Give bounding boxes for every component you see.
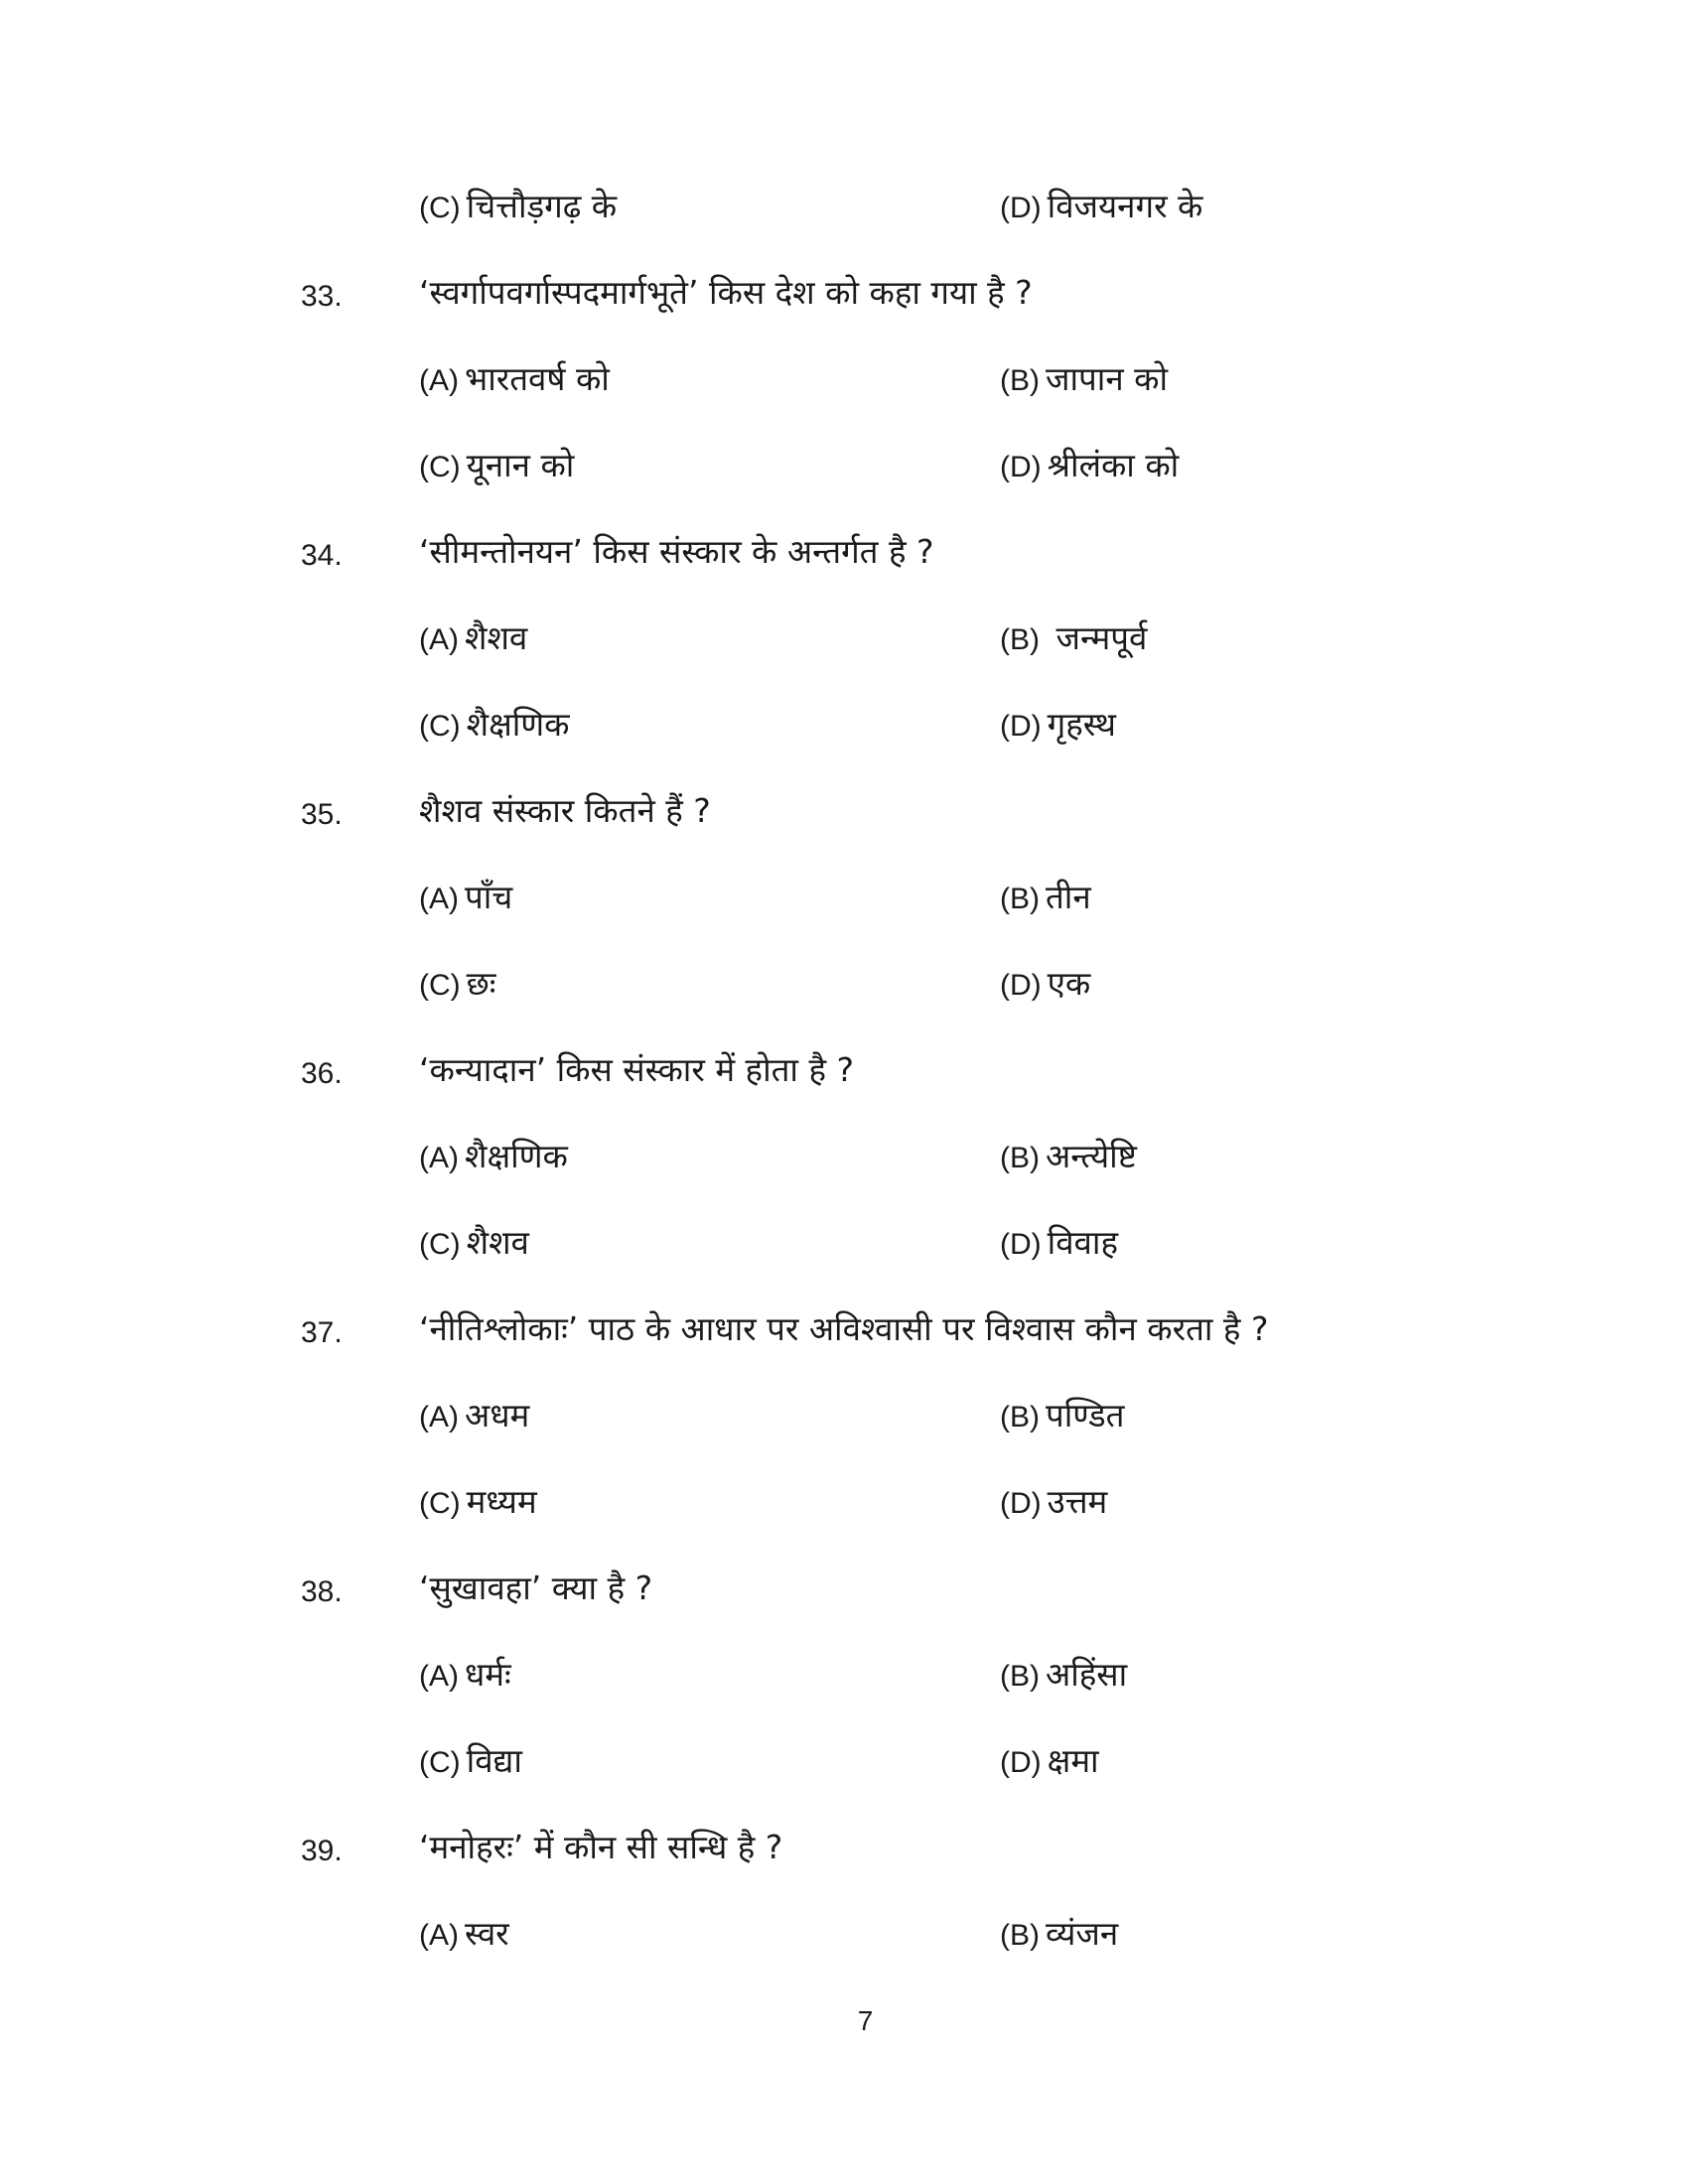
question-text: ‘कन्यादान’ किस संस्कार में होता है ?: [419, 1050, 855, 1089]
option-b: [1000, 1129, 1137, 1186]
carryover-options-row: [0, 179, 1688, 234]
question-35: [0, 783, 1688, 839]
option-text: अन्त्येष्टि: [1046, 1137, 1137, 1175]
question-35-options-ab: [0, 870, 1688, 925]
question-34-options-cd: [0, 697, 1688, 752]
option-label: (C): [419, 1487, 461, 1520]
question-37: [0, 1301, 1688, 1357]
question-38-options-cd: [0, 1733, 1688, 1789]
question-39-options-ab: [0, 1906, 1688, 1962]
option-label: (A): [419, 883, 459, 915]
question-text: ‘मनोहरः’ में कौन सी सन्धि है ?: [419, 1828, 783, 1866]
option-label: (B): [1000, 364, 1040, 397]
option-label: (B): [1000, 883, 1040, 915]
option-a: [419, 1647, 511, 1705]
question-34: [0, 524, 1688, 580]
option-label: (A): [419, 1401, 459, 1433]
option-a: [419, 870, 512, 927]
option-text: यूनान को: [466, 446, 575, 484]
question-36-options-ab: [0, 1129, 1688, 1184]
option-b: [1000, 1647, 1127, 1705]
option-text: स्वर: [465, 1914, 509, 1953]
option-label: (A): [419, 1142, 459, 1174]
question-text: ‘सीमन्तोनयन’ किस संस्कार के अन्तर्गत है ?: [419, 532, 934, 571]
option-text: शैशव: [466, 1223, 529, 1262]
question-number: 33.: [301, 280, 343, 313]
option-label: (B): [1000, 623, 1040, 656]
option-text: एक: [1047, 964, 1091, 1003]
option-label: (C): [419, 451, 461, 483]
option-a: [419, 1129, 568, 1186]
option-b: [1000, 1388, 1124, 1445]
option-label: (D): [1000, 1746, 1042, 1779]
option-text: गृहस्थ: [1047, 705, 1117, 744]
option-text: छः: [466, 964, 496, 1003]
question-36: [0, 1042, 1688, 1098]
option-label: (B): [1000, 1142, 1040, 1174]
option-text: उत्तम: [1047, 1482, 1108, 1521]
option-text: जन्मपूर्व: [1046, 618, 1148, 657]
option-d: [1000, 697, 1116, 754]
option-text: विवाह: [1047, 1223, 1118, 1262]
option-label: (D): [1000, 1487, 1042, 1520]
option-text: पण्डित: [1046, 1396, 1125, 1434]
option-label: (B): [1000, 1401, 1040, 1433]
question-38: [0, 1561, 1688, 1616]
option-a: [419, 611, 527, 668]
question-33-options-cd: [0, 438, 1688, 493]
option-label: (A): [419, 1919, 459, 1952]
question-37-options-ab: [0, 1388, 1688, 1443]
option-label: (D): [1000, 710, 1042, 743]
option-label: (B): [1000, 1919, 1040, 1952]
option-text: पाँच: [465, 878, 513, 916]
option-text: शैक्षणिक: [466, 705, 570, 744]
option-text: जापान को: [1046, 359, 1169, 398]
option-text: तीन: [1046, 878, 1091, 916]
option-c: [419, 179, 617, 236]
question-text: शैशव संस्कार कितने हैं ?: [419, 791, 711, 830]
option-a: [419, 1388, 529, 1445]
option-label: (C): [419, 192, 461, 224]
option-text: विद्या: [466, 1741, 522, 1780]
option-text: क्षमा: [1047, 1741, 1099, 1780]
option-text: शैशव: [465, 618, 528, 657]
option-label: (D): [1000, 192, 1042, 224]
option-d: [1000, 1215, 1118, 1273]
option-c: [419, 956, 495, 1014]
question-text: ‘नीतिश्लोकाः’ पाठ के आधार पर अविश्वासी पर विश्वास कौन करता है ?: [419, 1309, 1269, 1348]
option-c: [419, 697, 570, 754]
option-label: (D): [1000, 969, 1042, 1002]
question-number: 35.: [301, 798, 343, 831]
option-label: (C): [419, 969, 461, 1002]
option-text: विजयनगर के: [1047, 187, 1203, 225]
question-number: 39.: [301, 1835, 343, 1867]
option-label: (B): [1000, 1660, 1040, 1693]
option-text: शैक्षणिक: [465, 1137, 568, 1175]
question-number: 38.: [301, 1575, 343, 1608]
option-b: [1000, 611, 1147, 668]
question-number: 36.: [301, 1057, 343, 1090]
question-33-options-ab: [0, 351, 1688, 407]
option-d: [1000, 179, 1202, 236]
option-a: [419, 351, 610, 409]
option-b: [1000, 351, 1168, 409]
option-text: धर्मः: [465, 1655, 511, 1694]
option-text: व्यंजन: [1046, 1914, 1119, 1953]
option-label: (C): [419, 710, 461, 743]
option-label: (A): [419, 623, 459, 656]
question-34-options-ab: [0, 611, 1688, 666]
option-d: [1000, 438, 1179, 495]
question-text: ‘सुखावहा’ क्या है ?: [419, 1569, 653, 1607]
question-33: [0, 265, 1688, 321]
option-label: (A): [419, 1660, 459, 1693]
question-38-options-ab: [0, 1647, 1688, 1703]
option-label: (D): [1000, 1228, 1042, 1261]
option-d: [1000, 1733, 1099, 1791]
question-39: [0, 1820, 1688, 1875]
page-number: 7: [857, 2005, 874, 2036]
option-text: चित्तौड़गढ़ के: [466, 187, 618, 225]
question-37-options-cd: [0, 1474, 1688, 1530]
question-36-options-cd: [0, 1215, 1688, 1271]
option-b: [1000, 870, 1091, 927]
option-d: [1000, 956, 1090, 1014]
option-d: [1000, 1474, 1107, 1532]
question-text: ‘स्वर्गापवर्गास्पदमार्गभूते’ किस देश को कहा गया है ?: [419, 273, 1033, 312]
option-text: अहिंसा: [1046, 1655, 1128, 1694]
option-a: [419, 1906, 509, 1964]
option-c: [419, 1474, 537, 1532]
option-text: अधम: [465, 1396, 530, 1434]
option-text: मध्यम: [466, 1482, 537, 1521]
option-text: श्रीलंका को: [1047, 446, 1180, 484]
option-text: भारतवर्ष को: [465, 359, 610, 398]
option-c: [419, 438, 574, 495]
option-label: (D): [1000, 451, 1042, 483]
option-label: (A): [419, 364, 459, 397]
question-35-options-cd: [0, 956, 1688, 1012]
question-number: 34.: [301, 539, 343, 572]
option-c: [419, 1215, 529, 1273]
question-number: 37.: [301, 1316, 343, 1349]
option-c: [419, 1733, 522, 1791]
option-label: (C): [419, 1746, 461, 1779]
option-b: [1000, 1906, 1118, 1964]
option-label: (C): [419, 1228, 461, 1261]
